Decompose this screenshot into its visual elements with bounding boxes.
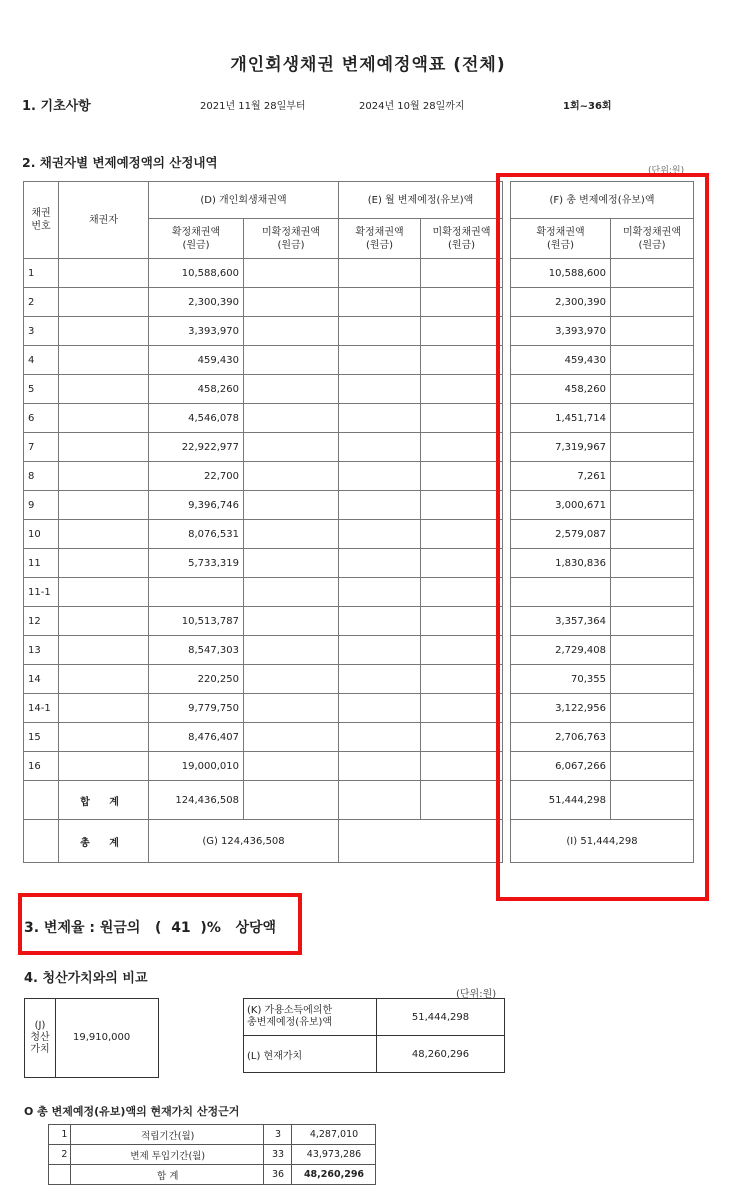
- period-to: 2024년 10월 28일까지: [359, 101, 465, 112]
- basic-heading: 1. 기초사항: [22, 99, 91, 114]
- row-d-unconfirmed: [244, 259, 339, 288]
- unit-label-2: (단위:원): [456, 989, 497, 1000]
- row-d-unconfirmed: [244, 549, 339, 578]
- period-from: 2021년 11월 28일부터: [200, 101, 306, 112]
- header-d-confirmed: 확정채권액 (원금): [149, 219, 244, 259]
- basis-label: 변제 투입기간(월): [71, 1145, 264, 1165]
- basis-amount: 4,287,010: [291, 1125, 375, 1145]
- basis-amount: 43,973,286: [291, 1145, 375, 1165]
- row-creditor: [59, 665, 149, 694]
- row-e-unconfirmed: [421, 665, 503, 694]
- row-e-confirmed: [339, 665, 421, 694]
- row-d-unconfirmed: [244, 520, 339, 549]
- row-number: 2: [24, 288, 59, 317]
- subtotal-label: 합 계: [59, 781, 149, 820]
- row-d-confirmed: 22,922,977: [149, 433, 244, 462]
- subtotal-d: 124,436,508: [149, 781, 244, 820]
- row-d-unconfirmed: [244, 317, 339, 346]
- row-d-unconfirmed: [244, 752, 339, 781]
- row-e-unconfirmed: [421, 578, 503, 607]
- row-e-unconfirmed: [421, 462, 503, 491]
- basis-no: 2: [49, 1145, 71, 1165]
- header-d: (D) 개인회생채권액: [149, 182, 339, 219]
- row-number: 11: [24, 549, 59, 578]
- header-e-confirmed: 확정채권액 (원금): [339, 219, 421, 259]
- row-e-confirmed: [339, 723, 421, 752]
- subtotal-f: 51,444,298: [511, 781, 611, 820]
- row-e-unconfirmed: [421, 723, 503, 752]
- row-creditor: [59, 375, 149, 404]
- row-number: 4: [24, 346, 59, 375]
- row-d-unconfirmed: [244, 578, 339, 607]
- row-number: 11-1: [24, 578, 59, 607]
- total-i: (I) 51,444,298: [511, 820, 694, 863]
- row-e-confirmed: [339, 636, 421, 665]
- row-d-confirmed: 10,513,787: [149, 607, 244, 636]
- basis-label: 합 계: [71, 1165, 264, 1185]
- comparison-table: [243, 998, 505, 1073]
- header-f: (F) 총 변제예정(유보)액: [511, 182, 694, 219]
- row-creditor: [59, 607, 149, 636]
- row-number: 3: [24, 317, 59, 346]
- l-value: 48,260,296: [377, 1036, 505, 1073]
- header-no: 채권 번호: [24, 182, 59, 259]
- row-d-confirmed: 4,546,078: [149, 404, 244, 433]
- row-f-confirmed: 458,260: [511, 375, 611, 404]
- row-f-confirmed: 1,830,836: [511, 549, 611, 578]
- row-number: 16: [24, 752, 59, 781]
- row-number: 13: [24, 636, 59, 665]
- row-e-unconfirmed: [421, 520, 503, 549]
- row-creditor: [59, 752, 149, 781]
- row-d-confirmed: 220,250: [149, 665, 244, 694]
- row-number: 9: [24, 491, 59, 520]
- basis-months: 33: [264, 1145, 292, 1165]
- basis-amount: 48,260,296: [291, 1165, 375, 1185]
- row-d-confirmed: [149, 578, 244, 607]
- row-e-unconfirmed: [421, 607, 503, 636]
- row-e-confirmed: [339, 433, 421, 462]
- row-e-unconfirmed: [421, 346, 503, 375]
- row-d-unconfirmed: [244, 404, 339, 433]
- row-d-confirmed: 3,393,970: [149, 317, 244, 346]
- row-number: 1: [24, 259, 59, 288]
- row-e-confirmed: [339, 694, 421, 723]
- row-f-confirmed: 1,451,714: [511, 404, 611, 433]
- row-d-unconfirmed: [244, 665, 339, 694]
- header-creditor: 채권자: [59, 182, 149, 259]
- document-title: 개인회생채권 변제예정액표 (전체): [230, 55, 506, 75]
- total-label: 총 계: [59, 820, 149, 863]
- row-d-confirmed: 22,700: [149, 462, 244, 491]
- row-d-confirmed: 9,779,750: [149, 694, 244, 723]
- section5-heading: O 총 변제예정(유보)액의 현재가치 산정근거: [24, 1105, 240, 1118]
- header-d-unconfirmed: 미확정채권액 (원금): [244, 219, 339, 259]
- row-f-confirmed: 7,319,967: [511, 433, 611, 462]
- row-creditor: [59, 491, 149, 520]
- row-creditor: [59, 259, 149, 288]
- row-e-confirmed: [339, 607, 421, 636]
- row-f-confirmed: 10,588,600: [511, 259, 611, 288]
- row-e-confirmed: [339, 462, 421, 491]
- row-d-confirmed: 2,300,390: [149, 288, 244, 317]
- row-number: 6: [24, 404, 59, 433]
- row-e-unconfirmed: [421, 549, 503, 578]
- row-e-unconfirmed: [421, 375, 503, 404]
- row-creditor: [59, 404, 149, 433]
- row-e-confirmed: [339, 346, 421, 375]
- row-d-unconfirmed: [244, 636, 339, 665]
- row-f-confirmed: 7,261: [511, 462, 611, 491]
- basis-row: [49, 1165, 376, 1185]
- section2-heading: 2. 채권자별 변제예정액의 산정내역: [22, 155, 218, 170]
- row-number: 8: [24, 462, 59, 491]
- row-d-confirmed: 8,076,531: [149, 520, 244, 549]
- row-f-confirmed: 3,122,956: [511, 694, 611, 723]
- basis-months: 3: [264, 1125, 292, 1145]
- row-f-confirmed: 2,706,763: [511, 723, 611, 752]
- row-number: 5: [24, 375, 59, 404]
- row-e-confirmed: [339, 752, 421, 781]
- section4-heading: 4. 청산가치와의 비교: [24, 971, 148, 986]
- row-f-confirmed: 3,393,970: [511, 317, 611, 346]
- row-d-unconfirmed: [244, 375, 339, 404]
- row-number: 14-1: [24, 694, 59, 723]
- row-e-unconfirmed: [421, 491, 503, 520]
- liquidation-label: (J) 청산 가치: [25, 999, 56, 1077]
- row-d-confirmed: 10,588,600: [149, 259, 244, 288]
- row-d-confirmed: 19,000,010: [149, 752, 244, 781]
- basis-row: [49, 1145, 376, 1165]
- row-e-unconfirmed: [421, 433, 503, 462]
- row-f-confirmed: 459,430: [511, 346, 611, 375]
- header-f-unconfirmed: 미확정채권액 (원금): [611, 219, 694, 259]
- row-d-unconfirmed: [244, 288, 339, 317]
- row-f-confirmed: 2,300,390: [511, 288, 611, 317]
- row-d-unconfirmed: [244, 694, 339, 723]
- row-f-confirmed: 3,000,671: [511, 491, 611, 520]
- row-e-confirmed: [339, 578, 421, 607]
- row-creditor: [59, 694, 149, 723]
- row-d-unconfirmed: [244, 723, 339, 752]
- basis-row: [49, 1125, 376, 1145]
- row-creditor: [59, 723, 149, 752]
- row-f-confirmed: 2,579,087: [511, 520, 611, 549]
- row-e-unconfirmed: [421, 636, 503, 665]
- basis-months: 36: [264, 1165, 292, 1185]
- liquidation-value-box: [24, 998, 159, 1078]
- row-number: 7: [24, 433, 59, 462]
- row-f-confirmed: 70,355: [511, 665, 611, 694]
- row-e-confirmed: [339, 491, 421, 520]
- row-d-confirmed: 459,430: [149, 346, 244, 375]
- row-e-confirmed: [339, 375, 421, 404]
- row-e-unconfirmed: [421, 752, 503, 781]
- basis-no: [49, 1165, 71, 1185]
- row-e-confirmed: [339, 520, 421, 549]
- highlight-box-f: [496, 173, 709, 901]
- row-creditor: [59, 636, 149, 665]
- row-d-unconfirmed: [244, 462, 339, 491]
- row-creditor: [59, 433, 149, 462]
- row-d-unconfirmed: [244, 433, 339, 462]
- header-e: (E) 월 변제예정(유보)액: [339, 182, 503, 219]
- row-e-unconfirmed: [421, 317, 503, 346]
- total-g: (G) 124,436,508: [149, 820, 339, 863]
- row-f-confirmed: 2,729,408: [511, 636, 611, 665]
- row-d-unconfirmed: [244, 607, 339, 636]
- row-f-confirmed: 3,357,364: [511, 607, 611, 636]
- row-d-confirmed: 9,396,746: [149, 491, 244, 520]
- row-d-unconfirmed: [244, 346, 339, 375]
- row-e-unconfirmed: [421, 259, 503, 288]
- k-label: (K) 가용소득에의한 총변제예정(유보)액: [244, 999, 377, 1036]
- row-number: 10: [24, 520, 59, 549]
- row-e-unconfirmed: [421, 694, 503, 723]
- header-e-unconfirmed: 미확정채권액 (원금): [421, 219, 503, 259]
- basis-no: 1: [49, 1125, 71, 1145]
- row-e-unconfirmed: [421, 404, 503, 433]
- row-e-confirmed: [339, 549, 421, 578]
- row-d-confirmed: 8,476,407: [149, 723, 244, 752]
- rounds: 1회~36회: [563, 101, 612, 112]
- row-creditor: [59, 520, 149, 549]
- k-value: 51,444,298: [377, 999, 505, 1036]
- row-d-confirmed: 458,260: [149, 375, 244, 404]
- row-d-confirmed: 5,733,319: [149, 549, 244, 578]
- liquidation-value: 19,910,000: [73, 1032, 131, 1043]
- row-d-unconfirmed: [244, 491, 339, 520]
- row-e-confirmed: [339, 404, 421, 433]
- unit-label: (단위:원): [648, 166, 685, 176]
- row-e-confirmed: [339, 317, 421, 346]
- row-number: 14: [24, 665, 59, 694]
- basis-label: 적립기간(월): [71, 1125, 264, 1145]
- row-number: 15: [24, 723, 59, 752]
- row-creditor: [59, 288, 149, 317]
- l-label: (L) 현재가치: [244, 1036, 377, 1073]
- present-value-table: [48, 1124, 376, 1185]
- row-number: 12: [24, 607, 59, 636]
- row-creditor: [59, 578, 149, 607]
- row-creditor: [59, 346, 149, 375]
- row-e-unconfirmed: [421, 288, 503, 317]
- row-f-confirmed: 6,067,266: [511, 752, 611, 781]
- repayment-rate: 3. 변제율 : 원금의 ( 41 )% 상당액: [24, 920, 277, 936]
- row-creditor: [59, 317, 149, 346]
- row-d-confirmed: 8,547,303: [149, 636, 244, 665]
- header-f-confirmed: 확정채권액 (원금): [511, 219, 611, 259]
- row-e-confirmed: [339, 259, 421, 288]
- row-creditor: [59, 549, 149, 578]
- row-creditor: [59, 462, 149, 491]
- row-e-confirmed: [339, 288, 421, 317]
